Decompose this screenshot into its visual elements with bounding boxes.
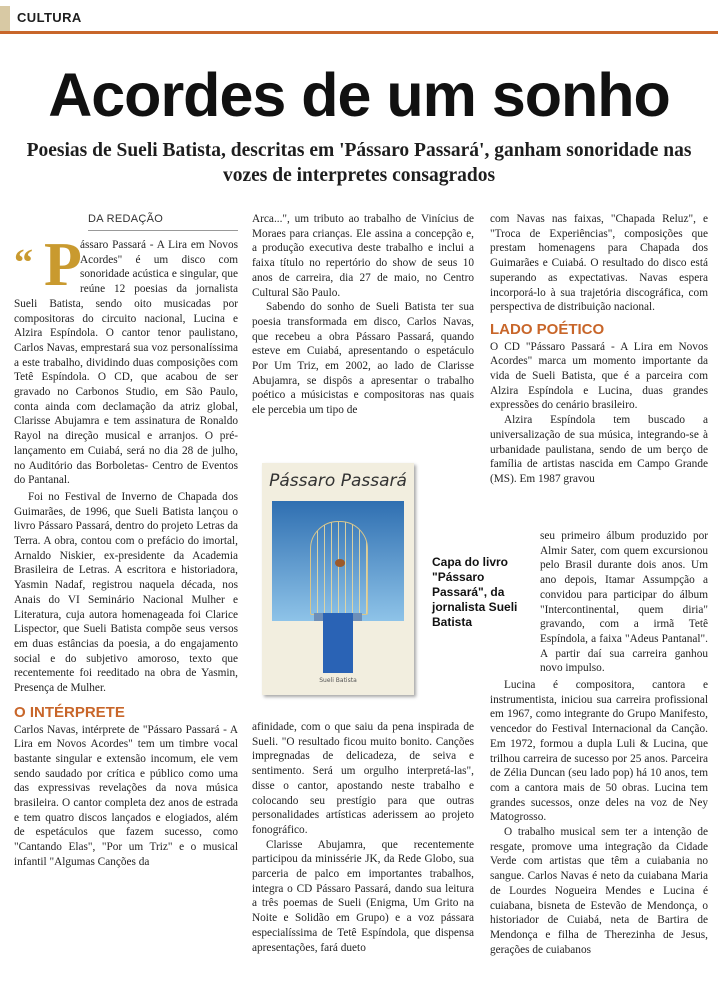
column-3-continued <box>490 678 708 957</box>
column-2 <box>252 212 474 418</box>
paragraph: Foi no Festival de Inverno de Chapada dos Guimarães, de 1996, que Sueli Batista lançou o livro Pássaro Passará, dentro do projeto Letras da Terra. A obra, contou com o prefácio do imortal, Arnaldo Niskier, ex-presidente da Academia Brasileira de Letras. A escritora e historiadora, Yasmin Nadaf, registrou naquela década, nos Anais do VI Seminário Nacional Mulher e Literatura, cuja autora homenageada foi Clarice Lispector, que Sueli Batista compõe seus versos em duas estâncias da poesia, a do engajamento social e do subjetivo amoroso, texto que recentemente foi reeditado na obra de Yasmin, Presença de Mulher. <box>14 490 238 695</box>
column-1 <box>14 238 238 870</box>
column-3-wrap <box>540 529 708 676</box>
article-subtitle: Poesias de Sueli Batista, descritas em 'Pássaro Passará', ganham sonoridade nas vozes de interpretes consagrados <box>26 140 692 186</box>
column-3 <box>490 212 708 487</box>
image-caption: Capa do livro "Pássaro Passará", da jornalista Sueli Batista <box>432 555 518 629</box>
paragraph: O CD "Pássaro Passará - A Lira em Novos Acordes" marca um momento importante da vida de Sueli Batista, que é a parceira com Alzira Espíndola e Lucina, duas grandes expressões do cenário brasileiro. <box>490 340 708 412</box>
book-cover-author: Sueli Batista <box>319 677 357 684</box>
paragraph: Alzira Espíndola tem buscado a universalização de sua música, integrando-se à urbanidade paulistana, sendo de um berço de família de artistas nascida em Campo Grande (MS). Em 1987 gravou <box>490 414 708 485</box>
book-cover-title: Pássaro Passará <box>269 471 407 491</box>
section-label: CULTURA <box>17 10 82 25</box>
paragraph: O trabalho musical sem ter a intenção de resgate, promove uma integração da Cidade Verde com artistas que têm a cuiabania no sangue. Carlos Navas é neto da cuiabana Maria de Lourdes Nogueira Mendes e Lucina é cuiabana, bisneta de Estevão de Mendonça, o historiador de Cuiabá, neta de Bartira de Mendonça e filha de Therezinha de Jesus, gerações de cuiabanos <box>490 826 708 956</box>
section-rule <box>0 31 718 34</box>
paragraph: seu primeiro álbum produzido por Almir Sater, com quem excursionou pelo Brasil durante dois anos. Um ano depois, Itamar Assumpção a convidou para participar do álbum "Intercontinental, quem diria" gravando, com a irmã Tetê Espíndola, a faixa "Adeus Pantanal". A partir daí sua carreira ganhou novo impulso. <box>540 530 708 675</box>
bird-cage-illustration <box>310 521 368 615</box>
pillar-illustration <box>323 613 353 673</box>
paragraph: Lucina é compositora, cantora e instrumentista, iniciou sua carreira profissional em 1967, como integrante do Grupo Manifesto, vencedor do Festival Internacional da Canção. Em 1972, formou a dupla Luli & Lucina, que trilhou carreira de sucesso por 25 anos. Parceira de Zélia Duncan (seu lado pop) há 10 anos, tem com a cantora mais de 50 obras. Lucina tem grandes sucessos, onze deles na voz de Ney Matogrosso. <box>490 679 708 824</box>
article-title: Acordes de um sonho <box>48 61 670 129</box>
paragraph: Carlos Navas, intérprete de "Pássaro Passará - A Lira em Novos Acordes" tem um timbre vocal bastante singular e extensão incomum, ele vem sendo saudado por crítica e público como uma das expressivas revelações da nova música brasileira. O cantor completa dez anos de estrada e tem quatro discos lançados e elogiados, além de espetáculos que fazem sucesso, como "Cantando Elas", "Por um Triz" e o musical infantil "Algumas Canções da <box>14 723 238 868</box>
paragraph: Clarisse Abujamra, que recentemente participou da minissérie JK, da Rede Globo, sua parceria de palco em importantes trabalhos, integra o CD Pássaro Passará, dando sua leitura a três poemas de Sueli (Enigma, Um Grito na Noite e Solidão em Grupo) e a voz pássara especialíssima de Tetê Espíndola, que dispensa apresentações, fará dueto <box>252 838 474 954</box>
paragraph: afinidade, com o que saiu da pena inspirada de Sueli. "O resultado ficou muito bonito. Canções impregnadas de delicadeza, de seiva e sentimento. Será um orgulho interpretá-las", disse o cantor, apostando neste trabalho e colocando seu prestígio para que outras personalidades artísticas aderissem ao projeto fonográfico. <box>252 721 474 836</box>
section-marker <box>0 6 10 32</box>
column-2-continued <box>252 720 474 955</box>
drop-cap: P <box>44 231 82 299</box>
bird-illustration <box>335 559 345 567</box>
paragraph: Sabendo do sonho de Sueli Batista ter sua poesia transformada em disco, Carlos Navas, que recebeu a obra Pássaro Passará, quando esteve em Cuiabá, apresentando o espetáculo Por Um Triz, em 2002, ao lado de Clarisse Abujamra, se dispôs a apresentar o trabalho poético a músicistas e compositoras nas quais ele percebia um tipo de <box>252 301 474 417</box>
book-cover-image <box>262 463 414 695</box>
paragraph: com Navas nas faixas, "Chapada Reluz", e "Troca de Experiências", composições que prestam homenagens para Chapada dos Guimarães e Cuiabá. O resultado do disco está superando as expectativas. Navas espera incorporá-lo à sua trajetória discográfica, com perspectiva de distribuição nacional. <box>490 213 708 314</box>
subheading-interprete: O INTÉRPRETE <box>14 703 125 721</box>
paragraph: Arca...", um tributo ao trabalho de Vinícius de Moraes para crianças. Ele assina a concepção e, a produção executiva deste trabalho e inclui a faixa título no repertório do show de seus 10 anos de carreira, dia 27 de maio, no Centro Cultural São Paulo. <box>252 213 474 299</box>
byline: DA REDAÇÃO <box>88 213 164 225</box>
drop-cap-space <box>14 238 80 294</box>
section-header <box>0 0 718 36</box>
subheading-lado-poetico: LADO POÉTICO <box>490 320 605 338</box>
paragraph: ássaro Passará - A Lira em Novos Acordes" é um disco com sonoridade acústica e singular, que reúne 12 poesias da jornalista Sueli Batista, sendo oito musicadas por compositoras do circuito nacional, Lucina e Alzira Espíndola. O cantor tenor paulistano, Carlos Navas, emprestará sua voz personalíssima a este trabalho, dividindo duas composições com Tetê Espíndola. O CD, que acabou de ser gravado no Carbonos Studio, em São Paulo, conta ainda com declamação da atriz global, Clarisse Abujamra e tem assinatura de Ronaldo Rayol na direção musical e arranjos. O pré-lançamento em Cuiabá, será no dia 28 de julho, no Auditório das Borboletas- Centro de Eventos do Pantanal. <box>14 239 238 487</box>
byline-rule <box>88 230 238 231</box>
drop-quote-mark: “ <box>14 242 33 284</box>
